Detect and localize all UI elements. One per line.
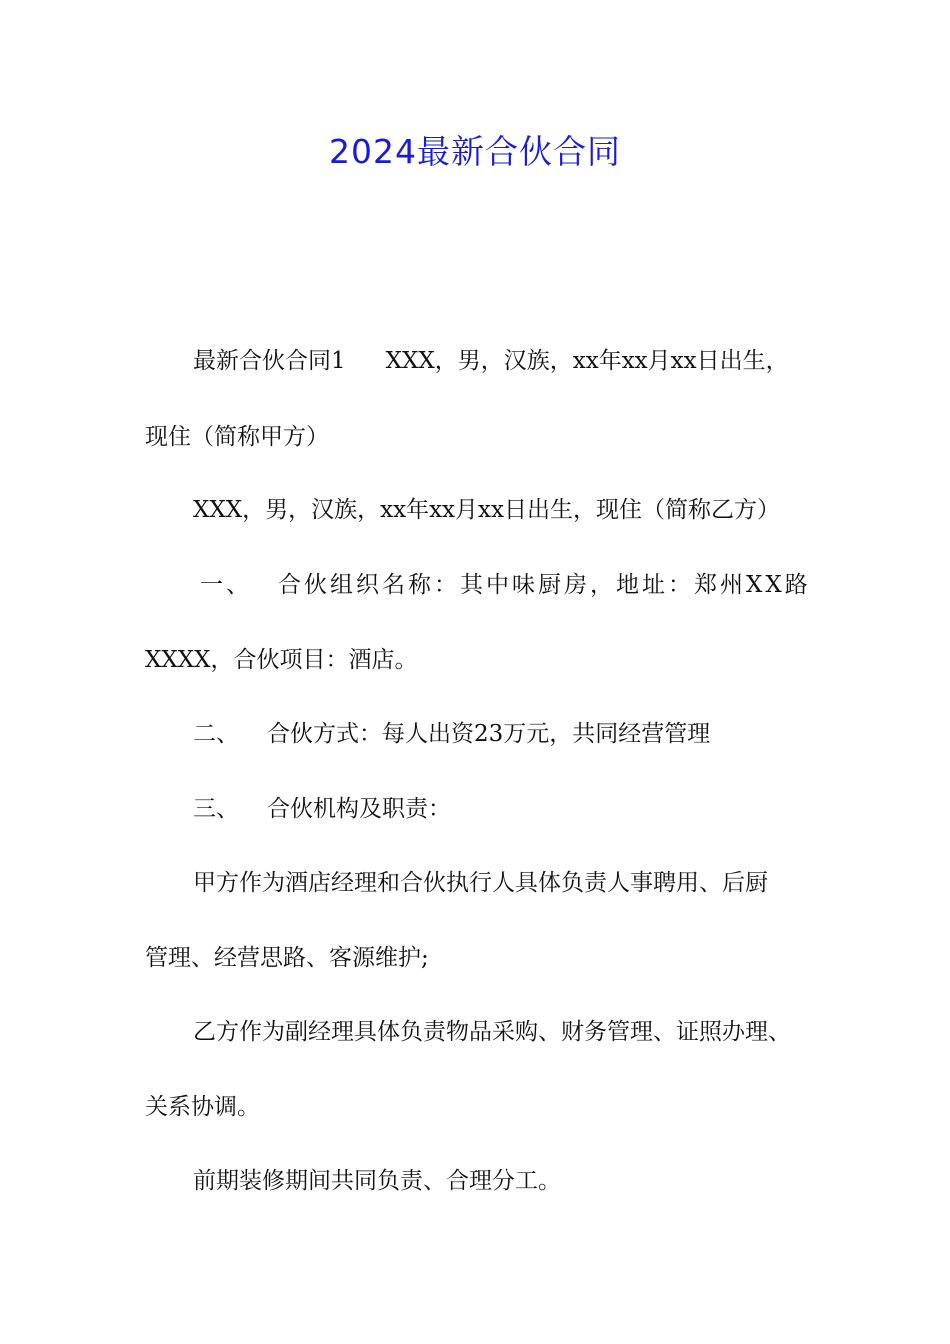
party-b-duties-continued: 关系协调。 — [145, 1094, 260, 1120]
clause-1-continued: XXXX，合伙项目：酒店。 — [145, 647, 418, 673]
document-title: 2024最新合伙合同 — [329, 132, 621, 171]
party-a-details: XXX，男，汉族，xx年xx月xx日出生， — [385, 348, 789, 374]
clause-2-line — [193, 717, 710, 751]
contract-number-label: 最新合伙合同1 — [193, 348, 346, 374]
clause-1-line — [200, 568, 811, 602]
clause-3-line — [193, 792, 451, 826]
party-b-intro-line: XXX，男，汉族，xx年xx月xx日出生，现住（简称乙方） — [193, 497, 780, 523]
party-a-residence-line: 现住（简称甲方） — [145, 424, 329, 450]
clause-2-number: 二、 — [193, 721, 239, 747]
clause-3-number: 三、 — [193, 796, 239, 822]
clause-1-number: 一、 — [200, 572, 252, 598]
clause-2-text: 合伙方式：每人出资23万元，共同经营管理 — [267, 721, 711, 747]
renovation-duties-line: 前期装修期间共同负责、合理分工。 — [193, 1168, 561, 1194]
party-a-duties-continued: 管理、经营思路、客源维护; — [145, 945, 429, 971]
party-a-duties-line: 甲方作为酒店经理和合伙执行人具体负责人事聘用、后厨 — [193, 870, 768, 896]
party-a-intro-line — [193, 344, 789, 378]
clause-3-text: 合伙机构及职责： — [267, 796, 451, 822]
clause-1-text: 合伙组织名称：其中味厨房，地址：郑州XX路 — [278, 572, 811, 598]
party-b-duties-line: 乙方作为副经理具体负责物品采购、财务管理、证照办理、 — [193, 1019, 791, 1045]
